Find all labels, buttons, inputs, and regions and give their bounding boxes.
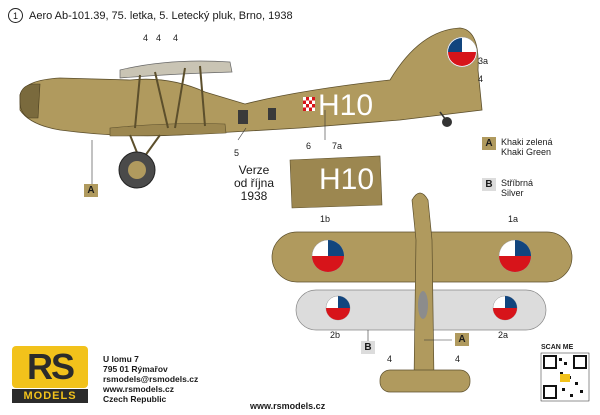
callout-1b: 1b xyxy=(320,214,331,224)
marker-b-plan: B xyxy=(361,341,375,354)
callout-2a: 2a xyxy=(498,330,509,340)
tailplane xyxy=(380,370,470,392)
callout-4: 4 xyxy=(455,354,461,364)
callout-4: 4 xyxy=(387,354,393,364)
callout-2b: 2b xyxy=(330,330,341,340)
callout-6: 6 xyxy=(306,141,312,151)
legend-label-a xyxy=(501,137,553,157)
marker-a-side: A xyxy=(84,184,98,197)
plan-view xyxy=(272,193,572,392)
profile-number: 1 xyxy=(8,8,23,23)
callout-3a: 3a xyxy=(478,56,489,66)
version-line2: od října xyxy=(234,176,275,190)
version-caption xyxy=(234,164,274,203)
contact-email[interactable]: rsmodels@rsmodels.cz xyxy=(103,374,199,384)
fuselage-plan xyxy=(412,193,434,380)
callout-1a: 1a xyxy=(508,214,519,224)
contact-block xyxy=(103,354,198,404)
contact-line: 795 01 Rýmařov xyxy=(103,364,168,374)
legend-swatch-a: A xyxy=(482,137,496,150)
callout-7a: 7a xyxy=(332,141,343,151)
scan-me-label: SCAN ME xyxy=(541,344,574,351)
legend-a-en: Khaki Green xyxy=(501,147,552,157)
legend-a-cz: Khaki zelená xyxy=(501,137,553,147)
callout-4: 4 xyxy=(478,74,484,84)
rs-models-logo xyxy=(8,346,92,404)
tail-wheel xyxy=(442,117,452,127)
aircraft-code-version: H10 xyxy=(319,163,375,196)
contact-line: Czech Republic xyxy=(103,394,167,404)
footer-website[interactable]: www.rsmodels.cz xyxy=(250,401,326,411)
callout-4: 4 xyxy=(173,33,179,43)
upper-wing xyxy=(120,61,232,78)
marker-a-plan: A xyxy=(455,333,469,346)
aircraft-code-side: H10 xyxy=(318,89,374,122)
logo-word: MODELS xyxy=(12,389,88,403)
contact-line: U lomu 7 xyxy=(103,354,139,364)
nose xyxy=(20,84,40,118)
qr-code xyxy=(541,353,589,401)
legend-b-cz: Stříbrná xyxy=(501,178,534,188)
contact-website[interactable]: www.rsmodels.cz xyxy=(103,384,175,394)
profile-title: Aero Ab-101.39, 75. letka, 5. Letecký pluk, Brno, 1938 xyxy=(29,9,293,22)
version-line3: 1938 xyxy=(240,189,268,203)
callout-4: 4 xyxy=(143,33,149,43)
version-line1: Verze xyxy=(238,163,270,177)
callout-5: 5 xyxy=(234,148,240,158)
legend-b-en: Silver xyxy=(501,188,524,198)
legend-label-b xyxy=(501,178,533,198)
legend-swatch-b: B xyxy=(482,178,496,191)
callout-4: 4 xyxy=(156,33,162,43)
logo-letters: RS xyxy=(12,346,88,388)
fuselage-side xyxy=(20,28,482,136)
